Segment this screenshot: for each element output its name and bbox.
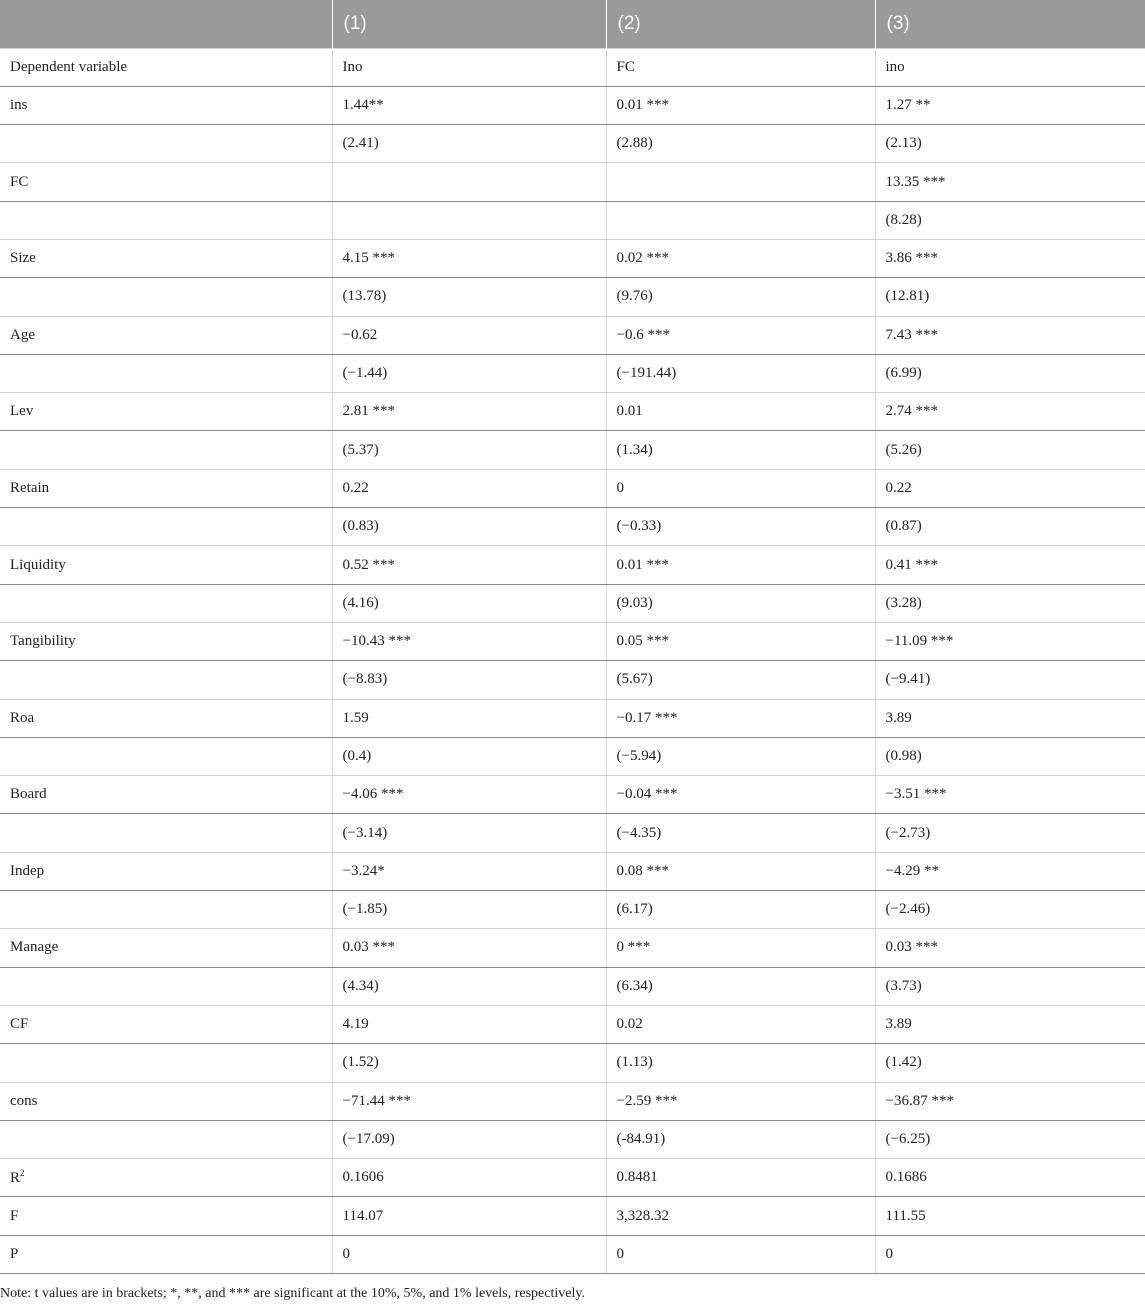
coefficient-row	[0, 929, 1145, 967]
coefficient-row	[0, 393, 1145, 431]
t-statistic-cell: (−1.44)	[332, 354, 606, 392]
row-label-blank	[0, 1044, 332, 1082]
coefficient-row	[0, 469, 1145, 507]
t-statistic-cell: (−1.85)	[332, 891, 606, 929]
table-cell: ino	[875, 48, 1145, 86]
t-statistic-cell: (−4.35)	[606, 814, 875, 852]
t-statistic-cell: (3.73)	[875, 967, 1145, 1005]
statistic-row	[0, 1159, 1145, 1197]
row-label-blank	[0, 737, 332, 775]
coefficient-cell: 0.08 ***	[606, 852, 875, 890]
row-label-blank	[0, 201, 332, 239]
t-statistic-cell: (0.98)	[875, 737, 1145, 775]
coefficient-cell: 0.03 ***	[875, 929, 1145, 967]
coefficient-row	[0, 316, 1145, 354]
row-label: Retain	[0, 469, 332, 507]
t-statistic-cell: (5.37)	[332, 431, 606, 469]
coefficient-cell: 0.01	[606, 393, 875, 431]
t-statistic-cell: (2.13)	[875, 125, 1145, 163]
coefficient-cell: 0.52 ***	[332, 546, 606, 584]
statistic-value-cell: 111.55	[875, 1197, 1145, 1235]
statistic-row	[0, 1235, 1145, 1273]
coefficient-cell	[332, 163, 606, 201]
coefficient-cell: 13.35 ***	[875, 163, 1145, 201]
row-label: cons	[0, 1082, 332, 1120]
t-statistic-cell: (−2.46)	[875, 891, 1145, 929]
row-label: ins	[0, 86, 332, 124]
t-statistic-row	[0, 354, 1145, 392]
row-label: Liquidity	[0, 546, 332, 584]
statistic-row	[0, 1197, 1145, 1235]
row-label-blank	[0, 891, 332, 929]
statistic-label	[0, 1235, 332, 1273]
statistic-label-text: R	[10, 1170, 21, 1187]
header-cell-model-2: (2)	[606, 0, 875, 48]
coefficient-cell: 0.02	[606, 1005, 875, 1043]
statistic-value-cell: 114.07	[332, 1197, 606, 1235]
t-statistic-row	[0, 584, 1145, 622]
coefficient-row	[0, 86, 1145, 124]
t-statistic-cell: (−17.09)	[332, 1120, 606, 1158]
t-statistic-cell: (4.34)	[332, 967, 606, 1005]
coefficient-cell: 0.01 ***	[606, 546, 875, 584]
row-label: Size	[0, 239, 332, 277]
header-cell-model-3: (3)	[886, 12, 910, 34]
header-cell-blank	[0, 0, 332, 48]
t-statistic-cell: (1.34)	[606, 431, 875, 469]
coefficient-cell: −4.29 **	[875, 852, 1145, 890]
t-statistic-row	[0, 1044, 1145, 1082]
row-label: CF	[0, 1005, 332, 1043]
t-statistic-cell: (0.83)	[332, 508, 606, 546]
coefficient-cell: 0.03 ***	[332, 929, 606, 967]
t-statistic-row	[0, 125, 1145, 163]
coefficient-row	[0, 546, 1145, 584]
t-statistic-cell: (−2.73)	[875, 814, 1145, 852]
t-statistic-cell: (9.76)	[606, 278, 875, 316]
t-statistic-cell: (9.03)	[606, 584, 875, 622]
coefficient-cell: 1.27 **	[875, 86, 1145, 124]
coefficient-cell: −0.6 ***	[606, 316, 875, 354]
t-statistic-cell: (4.16)	[332, 584, 606, 622]
coefficient-row	[0, 239, 1145, 277]
statistic-value-cell: 0	[332, 1235, 606, 1273]
row-label-blank	[0, 278, 332, 316]
coefficient-row	[0, 1005, 1145, 1043]
table-cell: Ino	[332, 48, 606, 86]
coefficient-cell: −0.62	[332, 316, 606, 354]
row-label: FC	[0, 163, 332, 201]
statistic-value-cell: 0.8481	[606, 1159, 875, 1197]
row-label-blank	[0, 814, 332, 852]
row-label: Roa	[0, 699, 332, 737]
coefficient-row	[0, 163, 1145, 201]
coefficient-cell: 0.41 ***	[875, 546, 1145, 584]
row-label: Lev	[0, 393, 332, 431]
t-statistic-cell: (−5.94)	[606, 737, 875, 775]
t-statistic-cell: (−8.83)	[332, 661, 606, 699]
coefficient-cell: −71.44 ***	[332, 1082, 606, 1120]
row-label-blank	[0, 584, 332, 622]
t-statistic-row	[0, 278, 1145, 316]
t-statistic-row	[0, 431, 1145, 469]
t-statistic-cell: (6.34)	[606, 967, 875, 1005]
t-statistic-row	[0, 1120, 1145, 1158]
t-statistic-cell: (−6.25)	[875, 1120, 1145, 1158]
row-label: Dependent variable	[0, 48, 332, 86]
t-statistic-row	[0, 814, 1145, 852]
t-statistic-cell: (6.17)	[606, 891, 875, 929]
coefficient-row	[0, 776, 1145, 814]
coefficient-cell: 7.43 ***	[875, 316, 1145, 354]
row-label: Age	[0, 316, 332, 354]
statistic-value-cell: 0.1606	[332, 1159, 606, 1197]
coefficient-cell: 0	[606, 469, 875, 507]
coefficient-cell: 1.44**	[332, 86, 606, 124]
row-label-blank	[0, 508, 332, 546]
t-statistic-row	[0, 508, 1145, 546]
coefficient-cell: 4.15 ***	[332, 239, 606, 277]
t-statistic-cell: (5.67)	[606, 661, 875, 699]
statistic-label-text: F	[10, 1207, 19, 1224]
statistic-label	[0, 1197, 332, 1235]
coefficient-cell: −0.04 ***	[606, 776, 875, 814]
coefficient-cell: −10.43 ***	[332, 622, 606, 660]
t-statistic-cell: (−3.14)	[332, 814, 606, 852]
t-statistic-row	[0, 737, 1145, 775]
t-statistic-row	[0, 661, 1145, 699]
t-statistic-cell	[332, 201, 606, 239]
t-statistic-cell: (0.87)	[875, 508, 1145, 546]
coefficient-cell: −4.06 ***	[332, 776, 606, 814]
coefficient-cell: 1.59	[332, 699, 606, 737]
coefficient-cell: 0 ***	[606, 929, 875, 967]
row-label-blank	[0, 967, 332, 1005]
row-label-blank	[0, 1120, 332, 1158]
header-cell-model-1: (1)	[332, 0, 606, 48]
t-statistic-cell: (1.42)	[875, 1044, 1145, 1082]
row-label-blank	[0, 431, 332, 469]
t-statistic-row	[0, 967, 1145, 1005]
row-label-blank	[0, 661, 332, 699]
t-statistic-cell: (−191.44)	[606, 354, 875, 392]
t-statistic-cell: (0.4)	[332, 737, 606, 775]
statistic-label-text: P	[10, 1245, 19, 1262]
t-statistic-cell: (2.41)	[332, 125, 606, 163]
row-label: Manage	[0, 929, 332, 967]
coefficient-cell: 3.89	[875, 699, 1145, 737]
row-label: Board	[0, 776, 332, 814]
coefficient-cell: 0.05 ***	[606, 622, 875, 660]
table-note: Note: t values are in brackets; *, **, and *** are significant at the 10%, 5%, and 1% levels, respectively.	[0, 1286, 585, 1301]
coefficient-cell: 0.02 ***	[606, 239, 875, 277]
coefficient-cell: −2.59 ***	[606, 1082, 875, 1120]
coefficient-cell: −36.87 ***	[875, 1082, 1145, 1120]
coefficient-cell: 3.89	[875, 1005, 1145, 1043]
t-statistic-cell: (12.81)	[875, 278, 1145, 316]
statistic-value-cell: 0	[606, 1235, 875, 1273]
coefficient-cell: 0.22	[332, 469, 606, 507]
coefficient-cell: 0.01 ***	[606, 86, 875, 124]
t-statistic-cell: (−9.41)	[875, 661, 1145, 699]
t-statistic-cell: (8.28)	[875, 201, 1145, 239]
table-cell: FC	[606, 48, 875, 86]
statistic-value-cell: 0	[875, 1235, 1145, 1273]
row-label: Indep	[0, 852, 332, 890]
coefficient-cell: −3.51 ***	[875, 776, 1145, 814]
coefficient-cell: 2.74 ***	[875, 393, 1145, 431]
t-statistic-cell: (6.99)	[875, 354, 1145, 392]
t-statistic-cell: (2.88)	[606, 125, 875, 163]
table-body	[0, 48, 1145, 1274]
statistic-label-superscript: 2	[20, 1168, 25, 1179]
header-row	[0, 0, 1145, 48]
row-label-blank	[0, 354, 332, 392]
coefficient-cell: 3.86 ***	[875, 239, 1145, 277]
t-statistic-row	[0, 891, 1145, 929]
coefficient-cell: −3.24*	[332, 852, 606, 890]
row-label: Tangibility	[0, 622, 332, 660]
coefficient-row	[0, 852, 1145, 890]
coefficient-cell: 0.22	[875, 469, 1145, 507]
coefficient-cell: −0.17 ***	[606, 699, 875, 737]
statistic-value-cell: 0.1686	[875, 1159, 1145, 1197]
coefficient-row	[0, 622, 1145, 660]
t-statistic-cell: (1.13)	[606, 1044, 875, 1082]
coefficient-cell	[606, 163, 875, 201]
t-statistic-cell: (5.26)	[875, 431, 1145, 469]
coefficient-cell: 4.19	[332, 1005, 606, 1043]
t-statistic-cell: (3.28)	[875, 584, 1145, 622]
statistic-label	[0, 1159, 332, 1197]
statistic-value-cell: 3,328.32	[606, 1197, 875, 1235]
coefficient-cell: 2.81 ***	[332, 393, 606, 431]
coefficient-row	[0, 699, 1145, 737]
coefficient-row	[0, 1082, 1145, 1120]
t-statistic-cell: (13.78)	[332, 278, 606, 316]
coefficient-cell: −11.09 ***	[875, 622, 1145, 660]
row-label-blank	[0, 125, 332, 163]
t-statistic-cell: (1.52)	[332, 1044, 606, 1082]
dependent-variable-row	[0, 48, 1145, 86]
t-statistic-cell: (−0.33)	[606, 508, 875, 546]
t-statistic-cell: (-84.91)	[606, 1120, 875, 1158]
t-statistic-row	[0, 201, 1145, 239]
t-statistic-cell	[606, 201, 875, 239]
